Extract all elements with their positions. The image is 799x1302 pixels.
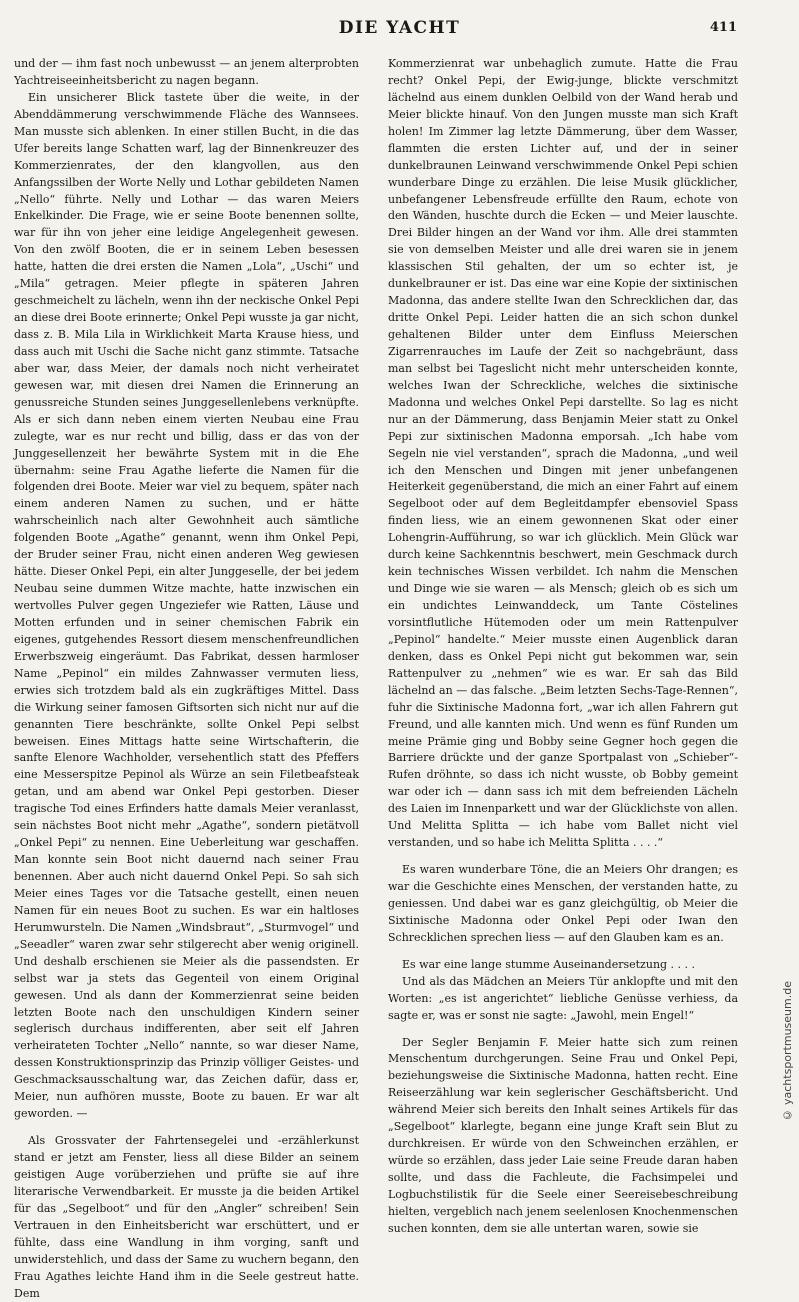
left-column	[14, 56, 359, 1302]
paragraph: und der — ihm fast noch unbewusst — an jenem alterprobten Yachtreiseeinheitsbericht zu nagen begann.	[14, 57, 359, 87]
paragraph: Kommerzienrat war unbehaglich zumute. Hatte die Frau recht? Onkel Pepi, der Ewig-junge, blickte verschmitzt lächelnd aus einem dunklen Oelbild von der Wand herab und Meier blickte hinauf. Von den Jungen musste man sich Kraft holen! Im Zimmer lag letzte Dämmerung, über dem Wasser, flammten die ersten Lichter auf, und der in seiner dunkelbraunen Leinwand verschwimmende Onkel Pepi schien wunderbare Dinge zu erzählen. Die leise Musik glücklicher, unbefangener Lebensfreude erfüllte den Raum, echote von den Wänden, huschte durch die Ecken — und Meier lauschte. Drei Bilder hingen an der Wand vor ihm. Alle drei stammten sie von demselben Meister und alle drei waren sie in jenem klassischen Stil gehalten, der um so echter ist, je dunkelbrauner er ist. Das eine war eine Kopie der sixtinischen Madonna, das andere stellte Iwan den Schrecklichen dar, das dritte Onkel Pepi. Leider hatten die an sich schon dunkel gehaltenen Bilder unter dem Einfluss Meierschen Zigarrenrauches im Laufe der Zeit so nachgebräunt, dass man selbst bei Tageslicht nicht mehr unterscheiden konnte, welches Iwan der Schreckliche, welches die sixtinische Madonna und welches Onkel Pepi darstellte. So lag es nicht nur an der Dämmerung, dass Benjamin Meier statt zu Onkel Pepi zur sixtinischen Madonna emporsah. „Ich habe vom Segeln nie viel verstanden“, sprach die Madonna, „und weil ich den Menschen und Dingen mit jener unbefangenen Heiterkeit gegenüberstand, die mich an einer Fahrt auf einem Segelboot oder auf dem Begleitdampfer ebensoviel Spass finden liess, wie an einem gewonnenen Skat oder einer Lohengrin-Aufführung, so war ich glücklich. Mein Glück war durch keine Sachkenntnis beschwert, mein Geschmack durch kein technisches Wissen verbildet. Ich nahm die Menschen und Dinge wie sie waren — als Mensch; gleich ob es sich um ein undichtes Leinwanddeck, um Tante Cöstelines vorsintflutliche Hütemoden oder um mein Rattenpulver „Pepinol“ handelte.“ Meier musste einen Augenblick daran denken, dass es Onkel Pepi nicht gut bekommen war, sein Rattenpulver zu „nehmen“ wie es war. Er sah das Bild lächelnd an — das falsche. „Beim letzten Sechs-Tage-Rennen“, fuhr die Sixtinische Madonna fort, „war ich allen Fahrern gut Freund, und alle kannten mich. Und wenn es fünf Runden um meine Prämie ging und Bobby seine Gegner hoch gegen die Barriere drückte und der ganze Sportpalast von „Schieber“-Rufen dröhnte, so dass ich nicht wusste, ob Bobby gemeint war oder ich — dann sass ich mit dem befreienden Lächeln des Laien im Innenparkett und war der Glücklichste von allen. Und Melitta Splitta — ich habe vom Ballet nicht viel verstanden, und so habe ich Melitta Splitta . . . .“	[388, 57, 738, 850]
watermark	[777, 785, 799, 1125]
paragraph: Und als das Mädchen an Meiers Tür anklopfte und mit den Worten: „es ist angerichtet“ liebliche Genüsse verhiess, da sagte er, was er sonst nie sagte: „Jawohl, mein Engel!“	[388, 974, 738, 1022]
right-column	[388, 56, 738, 1238]
paragraph: Als Grossvater der Fahrtensegelei und -erzählerkunst stand er jetzt am Fenster, liess all diese Bilder an seinem geistigen Auge vorüberziehen und prüfte sie auf ihre literarische Verwendbarkeit. Er musste ja die beiden Artikel für das „Segelboot“ und für den „Angler“ schreiben! Sein Vertrauen in den Einheitsbericht war erschüttert, und er fühlte, dass eine Wandlung in ihm vorging, sanft und unwiderstehlich, und dass der Same zu wuchern begann, den Frau Agathes leichte Hand ihm in die Seele gestreut hatte. Dem	[14, 1134, 359, 1300]
paragraph: Es war eine lange stumme Auseinandersetzung . . . .	[402, 957, 696, 971]
paragraph: Ein unsicherer Blick tastete über die weite, in der Abenddämmerung verschwimmende Fläche des Wannsees. Man musste sich ablenken. In einer stillen Bucht, in die das Ufer bereits lange Schatten warf, lag der Binnenkreuzer des Kommerzienrates, der den klangvollen, aus den Anfangssilben der Worte Nelly und Lothar gebildeten Namen „Nello“ führte. Nelly und Lothar — das waren Meiers Enkelkinder. Die Frage, wie er seine Boote benennen sollte, war für ihn von jeher eine leidige Angelegenheit gewesen. Von den zwölf Booten, die er in seinem Leben besessen hatte, hatten die drei ersten die Namen „Lola“, „Uschi“ und „Mila“ getragen. Meier pflegte in späteren Jahren geschmeichelt zu lächeln, wenn ihn der neckische Onkel Pepi an diese drei Boote erinnerte; Onkel Pepi wusste ja gar nicht, dass z. B. Mila Lila in Wirklichkeit Marta Krause hiess, und dass auch mit Uschi die Sache nicht ganz stimmte. Tatsache aber war, dass Meier, der damals noch nicht verheiratet gewesen war, mit diesen drei Namen die Erinnerung an genussreiche Stunden seines Junggesellenlebens verknüpfte. Als er sich dann neben einem vierten Neubau eine Frau zulegte, war es nur recht und billig, dass er das von der Junggesellenzeit her bewährte System mit in die Ehe übernahm: seine Frau Agathe lieferte die Namen für die folgenden drei Boote. Meier war viel zu bequem, später nach einem anderen Namen zu suchen, und er hätte wahrscheinlich nach alter Gewohnheit auch sämtliche folgenden Boote „Agathe“ genannt, wenn ihm Onkel Pepi, der Bruder seiner Frau, nicht einen anderen Weg gewiesen hätte. Dieser Onkel Pepi, ein alter Junggeselle, der bei jedem Neubau seine dummen Witze machte, hatte inzwischen ein wertvolles Pulver gegen Ungeziefer wie Ratten, Läuse und Motten erfunden und in seiner chemischen Fabrik ein eigenes, gutgehendes Ressort diesem menschenfreundlichen Erwerbszweig eingeräumt. Das Fabrikat, dessen harmloser Name „Pepinol“ ein mildes Zahnwasser vermuten liess, erwies sich trotzdem bald als ein zugkräftiges Mittel. Dass die Wirkung seiner famosen Giftsorten sich nicht nur auf die genannten Tiere beschränkte, sollte Onkel Pepi selbst beweisen. Eines Mittags hatte seine Wirtschafterin, die sanfte Elenore Wachholder, versehentlich statt des Pfeffers eine Messerspitze Pepinol als Würze an sein Filetbeafsteak getan, und am abend war Onkel Pepi gestorben. Dieser tragische Tod eines Erfinders hatte damals Meier veranlasst, sein nächstes Boot nicht mehr „Agathe“, sondern pietätvoll „Onkel Pepi“ zu nennen. Eine Ueberleitung war geschaffen. Man konnte sein Boot nicht dauernd nach seiner Frau benennen. Aber auch nicht dauernd Onkel Pepi. So sah sich Meier eines Tages vor die Tatsache gestellt, einen neuen Namen für ein neues Boot zu suchen. Es war ein haltloses Herumwursteln. Die Namen „Windsbraut“, „Sturmvogel“ und „Seeadler“ waren zwar sehr stilgerecht aber wenig originell. Und deshalb erschienen sie Meier als die passendsten. Er selbst war ja stets das Gegenteil von einem Original gewesen. Und als dann der Kommerzienrat seine beiden letzten Boote nach den unschuldigen Kindern seiner seglerisch durchaus indifferenten, aber seit elf Jahren verheirateten Tochter „Nello“ nannte, so war dieser Name, dessen Konstruktionsprinzip das Prinzip völliger Geistes- und Geschmacksausschaltung war, das Zeichen dafür, dass er, Meier, nun aufhören musste, Boote zu bauen. Er war alt geworden. —	[14, 90, 359, 1121]
page-number: 411	[709, 20, 737, 35]
paragraph: Es waren wunderbare Töne, die an Meiers Ohr drangen; es war die Geschichte eines Menschen, der verstanden hatte, zu geniessen. Und dabei war es ganz gleichgültig, ob Meier die Sixtinische Madonna oder Onkel Pepi oder Iwan den Schrecklichen sprechen liess — auf den Glauben kam es an.	[388, 863, 738, 944]
magazine-title: DIE YACHT	[338, 18, 461, 38]
page-header	[0, 14, 799, 44]
paragraph: Der Segler Benjamin F. Meier hatte sich zum reinen Menschentum durchgerungen. Seine Frau und Onkel Pepi, beziehungsweise die Sixtinische Madonna, hatten recht. Eine Reiseerzählung war kein seglerischer Geschäftsbericht. Und während Meier sich bereits den Inhalt seines Artikels für das „Segelboot“ klarlegte, begann eine junge Kraft sein Blut zu durchkreisen. Er würde von den Schweinchen erzählen, er würde so erzählen, dass jeder Laie seine Freude daran haben sollte, und dass die Fachleute, die Fachsimpelei und Logbuchstilistik für die Seele einer Seereisebeschreibung hielten, vergeblich nach jenem seelenlosen Knochenmenschen suchen konnten, dem sie alle untertan waren, sowie sie	[388, 1035, 738, 1235]
watermark-text: © yachtsportmuseum.de	[781, 980, 794, 1121]
